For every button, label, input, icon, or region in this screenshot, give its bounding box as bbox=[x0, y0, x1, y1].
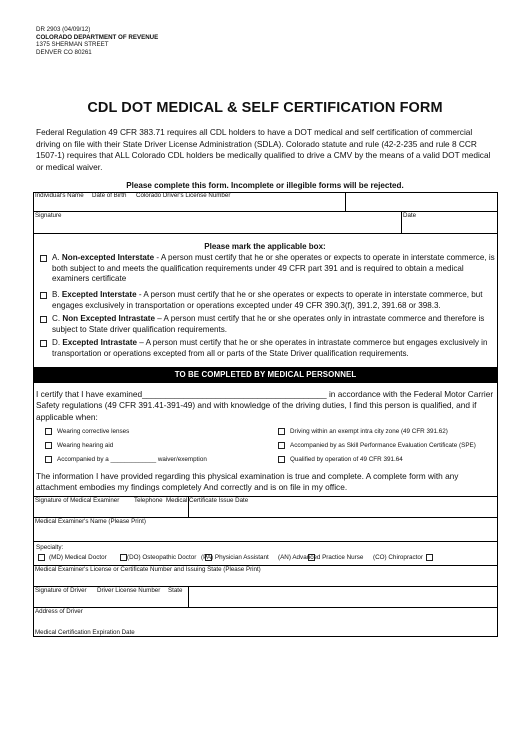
date-of-birth-field[interactable]: Date of Birth bbox=[92, 192, 127, 199]
examiner-name-field[interactable]: Medical Examiner's Name (Please Print) bbox=[35, 518, 146, 525]
agency-street: 1375 SHERMAN STREET bbox=[36, 41, 109, 49]
option-c-checkbox[interactable] bbox=[40, 316, 47, 323]
waiver-label: Accompanied by a _____________ waiver/exemption bbox=[57, 456, 207, 463]
license-state-field[interactable]: Medical Examiner's License or Certificate Number and Issuing State (Please Print) bbox=[35, 566, 261, 573]
signature-field[interactable]: Signature bbox=[35, 212, 62, 219]
co-checkbox[interactable] bbox=[426, 554, 433, 561]
examiner-signature-field[interactable]: Signature of Medical Examiner bbox=[35, 497, 120, 504]
exempt-zone-checkbox[interactable] bbox=[278, 428, 285, 435]
option-b-text: - A person must certify that he or she operates or expects to operate in interstate commerce, but engages exclusively in transportation or operations excepted under 49 CFR 390.3(f), 391.2, 391.68 or 398.3. bbox=[52, 290, 483, 310]
md-label: (MD) Medical Doctor bbox=[49, 554, 107, 561]
license-number-field[interactable]: Colorado Driver's License Number bbox=[136, 192, 231, 199]
hearing-aid-label: Wearing hearing aid bbox=[57, 442, 114, 449]
option-d: D. Excepted Intrastate – A person must certify that he or she operates in intrastate commerce but engages exclusively in transportation or operations excepted from all or parts of the State Driver qualification requirements. bbox=[52, 338, 488, 358]
exempt-zone-label: Driving within an exempt intra city zone (49 CFR 391.62) bbox=[290, 428, 448, 435]
co-label: (CO) Chiropractor bbox=[373, 554, 424, 561]
instructions: Please complete this form. Incomplete or illegible forms will be rejected. bbox=[126, 181, 404, 190]
individual-name-field[interactable]: Individual's Name bbox=[35, 192, 84, 199]
option-a-title: Non-excepted Interstate bbox=[61, 253, 155, 262]
option-d-text: – A person must certify that he or she operates in intrastate commerce but engages exclusively in transportation or operations excepted from all or parts of the State Driver qualification requirements. bbox=[52, 338, 488, 358]
corrective-lenses-label: Wearing corrective lenses bbox=[57, 428, 130, 435]
option-a-checkbox[interactable] bbox=[40, 255, 47, 262]
do-label: (DO) Osteopathic Doctor bbox=[127, 554, 197, 561]
form-header bbox=[36, 26, 158, 56]
agency-name: COLORADO DEPARTMENT OF REVENUE bbox=[36, 33, 159, 41]
telephone-field[interactable]: Telephone bbox=[134, 497, 163, 504]
specialty-label: Specialty: bbox=[36, 544, 64, 551]
medical-personnel-heading: TO BE COMPLETED BY MEDICAL PERSONNEL bbox=[34, 367, 497, 383]
info-paragraph: The information I have provided regarding this physical examination is true and complete. A complete form with any attachment embodies my findings completely And correctly and is on file in my office. bbox=[36, 471, 459, 493]
cfr-391-64-checkbox[interactable] bbox=[278, 456, 285, 463]
option-b: B. Excepted Interstate - A person must certify that he or she operates or expects to operate in interstate commerce, but engages exclusively in transportation or operations excepted under 49 CFR 390.3(f), 391.2, 391.68 or 398.3. bbox=[52, 290, 483, 310]
do-checkbox[interactable] bbox=[120, 554, 127, 561]
agency-city: DENVER CO 80261 bbox=[36, 48, 92, 56]
pa-label: (PA) Physician Assistant bbox=[201, 554, 269, 561]
option-c: C. Non Excepted Intrastate – A person must certify that he or she operates only in intrastate commerce and therefore is subject to State driver qualification requirements. bbox=[52, 314, 485, 334]
driver-address-field[interactable]: Address of Driver bbox=[35, 608, 83, 615]
option-a: A. Non-excepted Interstate - A person must certify that he or she operates or expects to operate in interstate commerce, is both subject to and meets the qualification requirements under 49 CFR part 391 and is required to obtain a medical examiners certificate bbox=[52, 253, 495, 284]
hearing-aid-checkbox[interactable] bbox=[45, 442, 52, 449]
an-label: (AN) Advanced Practice Nurse bbox=[278, 554, 364, 561]
option-c-title: Non Excepted Intrastate bbox=[62, 314, 155, 323]
driver-signature-field[interactable]: Signature of Driver bbox=[35, 587, 87, 594]
form-number: DR 2903 (04/09/12) bbox=[36, 26, 91, 33]
option-b-title: Excepted Interstate bbox=[61, 290, 137, 299]
certify-paragraph: I certify that I have examined________________________________________ in accordance with the Federal Motor Carrier Safety regulations (49 CFR 391.41-391-49) and with knowledge of the driving duties, I find this person is qualified, and if applicable when: bbox=[36, 389, 494, 422]
option-b-checkbox[interactable] bbox=[40, 292, 47, 299]
cfr-391-64-label: Qualified by operation of 49 CFR 391.64 bbox=[290, 456, 403, 463]
option-d-title: Excepted Intrastate bbox=[62, 338, 138, 347]
spe-label: Accompanied by as Skill Performance Evaluation Certificate (SPE) bbox=[290, 442, 476, 449]
waiver-checkbox[interactable] bbox=[45, 456, 52, 463]
certificate-issue-date-field[interactable]: Medical Certificate Issue Date bbox=[166, 497, 249, 504]
option-a-text: - A person must certify that he or she operates or expects to operate in interstate commerce, is both subject to and meets the qualification requirements under 49 CFR part 391 and is required to obtain a medical examiners certificate bbox=[52, 253, 495, 284]
divider bbox=[345, 192, 346, 211]
divider bbox=[33, 607, 498, 608]
mark-box-heading: Please mark the applicable box: bbox=[204, 242, 326, 251]
state-field[interactable]: State bbox=[168, 587, 183, 594]
date-field[interactable]: Date bbox=[403, 212, 417, 219]
driver-license-field[interactable]: Driver License Number bbox=[97, 587, 161, 594]
corrective-lenses-checkbox[interactable] bbox=[45, 428, 52, 435]
option-c-text: – A person must certify that he or she operates only in intrastate commerce and therefore is subject to State driver qualification requirements. bbox=[52, 314, 485, 334]
divider bbox=[33, 211, 498, 212]
page-title: CDL DOT MEDICAL & SELF CERTIFICATION FORM bbox=[87, 100, 443, 116]
divider bbox=[188, 586, 189, 607]
spe-checkbox[interactable] bbox=[278, 442, 285, 449]
option-d-checkbox[interactable] bbox=[40, 340, 47, 347]
intro-paragraph: Federal Regulation 49 CFR 383.71 requires all CDL holders to have a DOT medical and self certification of commercial driving on file with their State Driver License Administration (SDLA). Colorado statute and rule (42-2-235 and rule 8 CCR 1507-1) requires that ALL Colorado CDL holders be medically qualified to drive a CMV by the means of a valid DOT medical or medical waiver. bbox=[36, 127, 491, 172]
divider bbox=[33, 233, 498, 234]
divider bbox=[401, 211, 402, 233]
expiration-date-field[interactable]: Medical Certification Expiration Date bbox=[35, 629, 135, 636]
divider bbox=[33, 541, 498, 542]
md-checkbox[interactable] bbox=[38, 554, 45, 561]
